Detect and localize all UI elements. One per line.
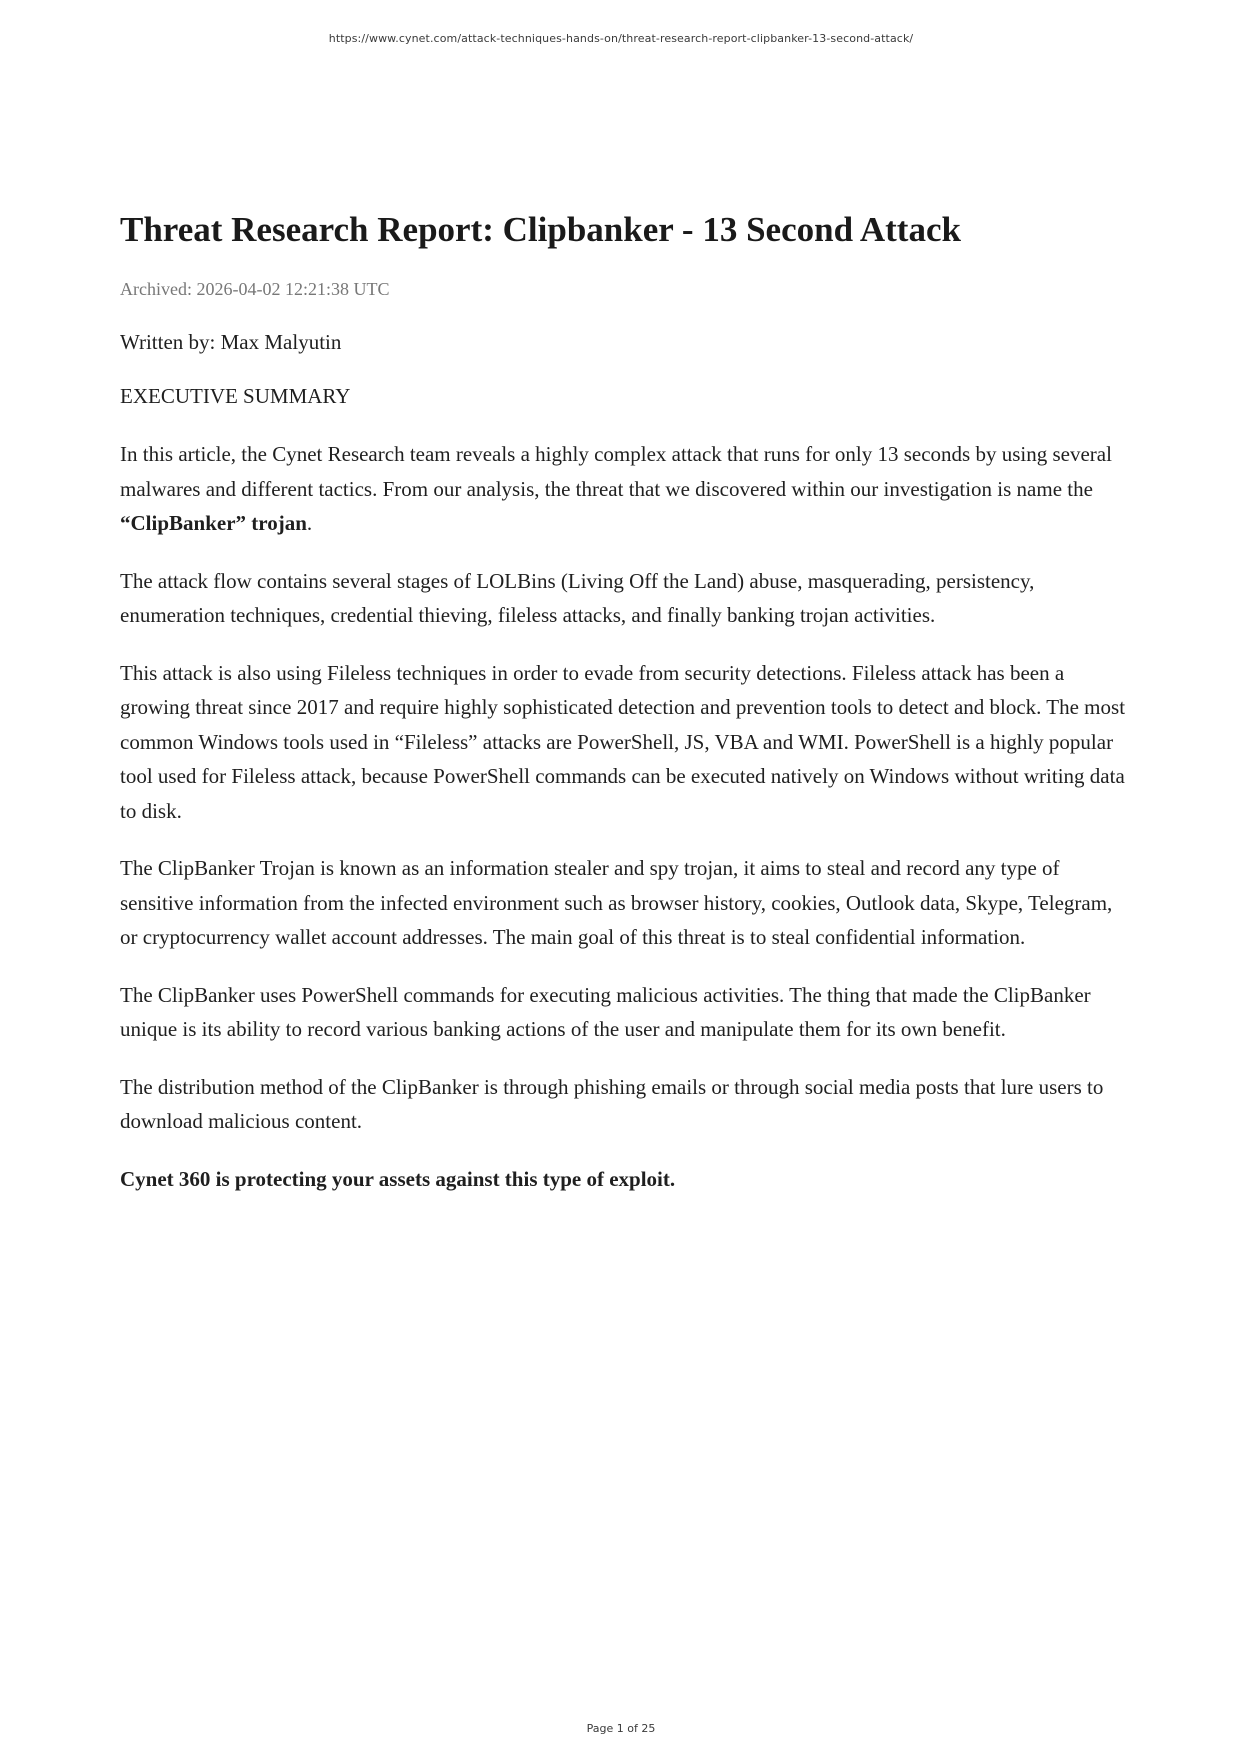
page-title: Threat Research Report: Clipbanker - 13 Second Attack: [120, 210, 961, 249]
section-heading: EXECUTIVE SUMMARY: [120, 384, 351, 408]
paragraph-distribution: The distribution method of the ClipBanker is through phishing emails or through social media posts that lure users to download malicious content.: [120, 1074, 1104, 1133]
article-body: [120, 210, 1130, 1196]
paragraph-fileless: This attack is also using Fileless techniques in order to evade from security detections. Fileless attack has been a growing threat since 2017 and require highly sophisticated detection and prevention tools to detect and block. The most common Windows tools used in “Fileless” attacks are PowerShell, JS, VBA and WMI. PowerShell is a highly popular tool used for Fileless attack, because PowerShell commands can be executed natively on Windows without writing data to disk.: [120, 660, 1126, 823]
intro-end: .: [306, 511, 313, 535]
intro-paragraph: [120, 437, 1130, 541]
paragraph-powershell: The ClipBanker uses PowerShell commands for executing malicious activities. The thing that made the ClipBanker unique is its ability to record various banking actions of the user and manipulate them for its own benefit.: [120, 982, 1091, 1041]
author-line: Written by: Max Malyutin: [120, 330, 342, 354]
archived-timestamp: Archived: 2026-04-02 12:21:38 UTC: [120, 279, 390, 299]
intro-bold-text: “ClipBanker” trojan: [120, 511, 307, 535]
page-number: Page 1 of 25: [586, 1722, 656, 1735]
closing-statement: Cynet 360 is protecting your assets against this type of exploit.: [120, 1166, 676, 1191]
intro-text: In this article, the Cynet Research team reveals a highly complex attack that runs for only 13 seconds by using several malwares and different tactics. From our analysis, the threat that we discovered within our investigation is name the: [120, 442, 1112, 501]
page-url: https://www.cynet.com/attack-techniques-hands-on/threat-research-report-clipbanker-13-second-attack/: [328, 32, 914, 45]
paragraph-trojan-description: The ClipBanker Trojan is known as an information stealer and spy trojan, it aims to steal and record any type of sensitive information from the infected environment such as browser history, cookies, Outlook data, Skype, Telegram, or cryptocurrency wallet account addresses. The main goal of this threat is to steal confidential information.: [120, 856, 1113, 949]
paragraph-attack-flow: The attack flow contains several stages of LOLBins (Living Off the Land) abuse, masquerading, persistency, enumeration techniques, credential thieving, fileless attacks, and finally banking trojan activities.: [120, 568, 1035, 627]
